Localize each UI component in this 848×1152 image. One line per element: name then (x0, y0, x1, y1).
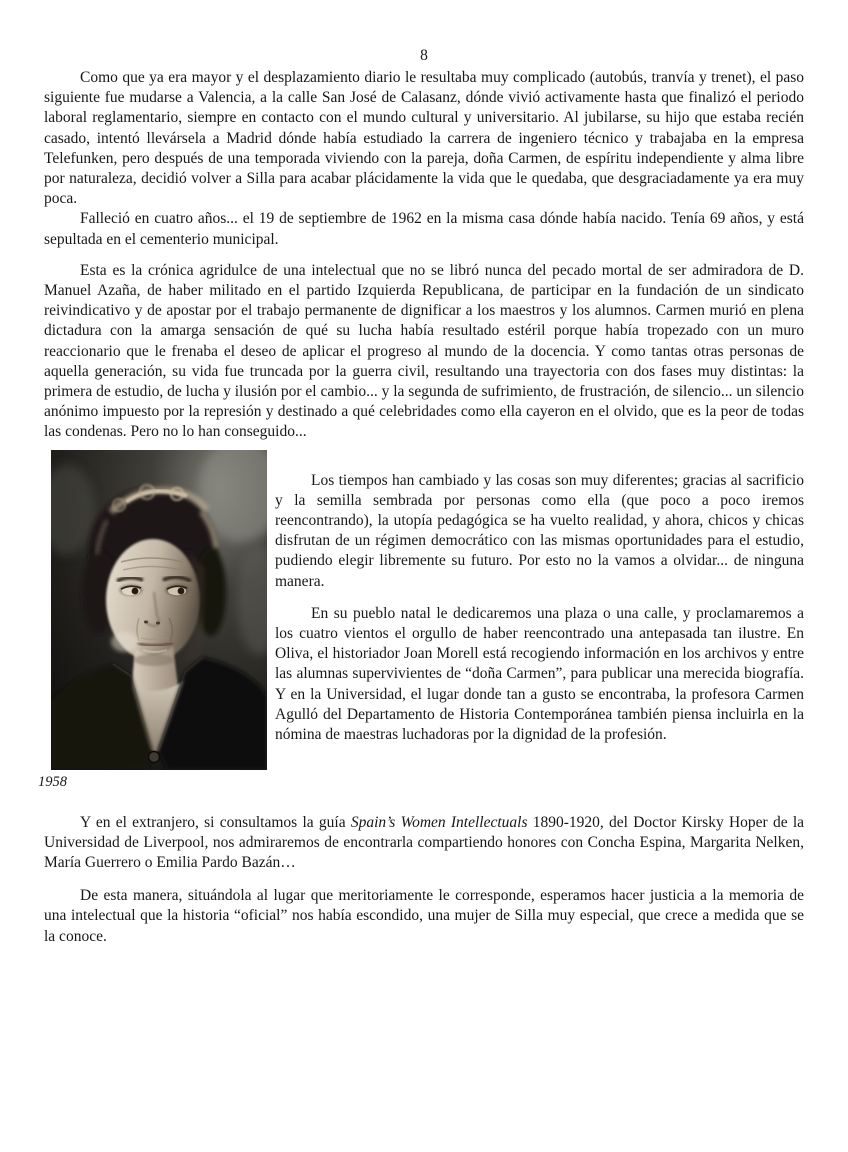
paragraph-foreign-guide (44, 813, 804, 874)
photo-text-row (38, 450, 804, 791)
portrait-photo-svg (51, 450, 267, 770)
page-number: 8 (420, 47, 428, 64)
book-title: Spain’s Women Intellectuals (350, 813, 528, 831)
paragraph-closing: De esta manera, situándola al lugar que meritoriamente le corresponde, esperamos hacer justicia a la memoria de una intelectual que la historia “oficial” nos había escondido, una mujer de Silla muy especial, que crece a medida que se la conoce. (44, 887, 804, 945)
paragraph-tributes: En su pueblo natal le dedicaremos una plaza o una calle, y proclamaremos a los cuatro vientos el orgullo de haber reencontrado una antepasada tan ilustre. En Oliva, el historiador Joan Morell está recogiendo información en los archivos y entre las alumnas supervivientes de “doña Carmen”, para publicar una merecida biografía. Y en la Universidad, el lugar donde tan a gusto se encontraba, la profesora Carmen Agulló del Departamento de Historia Contemporánea también piensa incluirla en la nómina de maestras luchadoras por la dignidad de la profesión. (275, 604, 804, 744)
photo-column (38, 450, 267, 791)
paragraph-move-to-valencia: Como que ya era mayor y el desplazamiento diario le resultaba muy complicado (autobús, tranvía y trenet), el paso siguiente fue mudarse a Valencia, a la calle San José de Calasanz, dónde vivió activamente hasta que finalizó el periodo laboral reglamentario, siempre en contacto con el mundo cultural y universitario. Al jubilarse, su hijo que estaba recién casado, intentó llevársela a Madrid dónde había estudiado la carrera de ingeniero técnico y trabajaba en la empresa Telefunken, pero después de una temporada viviendo con la pareja, doña Carmen, de espíritu independiente y alma libre por naturaleza, decidió volver a Silla para acabar plácidamente la vida que le quedaba, que desgraciadamente ya era muy poca. (44, 69, 804, 208)
foreign-guide-text-after: 1890-1920, del Doctor Kirsky Hoper de la Universidad de Liverpool, nos admiraremos de encontrarla compartiendo honores con Concha Espina, Margarita Nelken, María Guerrero o Emilia Pardo Bazán… (44, 813, 805, 872)
portrait-photo (51, 450, 267, 770)
paragraph-times-changed: Los tiempos han cambiado y las cosas son muy diferentes; gracias al sacrificio y la semilla sembrada por personas como ella (que poco a poco iremos reencontrando), la utopía pedagógica se ha vuelto realidad, y ahora, chicos y chicas disfrutan de un régimen democrático con las mismas oportunidades para el estudio, pudiendo elegir libremente su futuro. Por esto no la vamos a olvidar... de ninguna manera. (275, 471, 804, 590)
photo-caption: 1958 (38, 773, 67, 790)
paragraph-death: Falleció en cuatro años... el 19 de septiembre de 1962 en la misma casa dónde había nacido. Tenía 69 años, y está sepultada en el cementerio municipal. (44, 210, 804, 248)
foreign-guide-text-before: Y en el extranjero, si consultamos la guía (80, 813, 351, 831)
paragraph-chronicle: Esta es la crónica agridulce de una intelectual que no se libró nunca del pecado mortal de ser admiradora de D. Manuel Azaña, de haber militado en el partido Izquierda Republicana, de participar en la fundación de un sindicato reivindicativo y de apostar por el trabajo permanente de dignificar a los maestros y los alumnos. Carmen murió en plena dictadura con la amarga sensación de qué su lucha había resultado estéril porque había tropezado con un muro reaccionario que le frenaba el deseo de aplicar el progreso al mundo de la docencia. Y como tantas otras personas de aquella generación, su vida fue truncada por la guerra civil, resultando una trayectoria con dos fases muy distintas: la primera de estudio, de lucha y ilusión por el cambio... y la segunda de sufrimiento, de frustración, de silencio... un silencio anónimo impuesto por la represión y destinado a qué celebridades como ella cayeron en el olvido, que es la peor de todas las condenas. Pero no lo han conseguido... (44, 261, 804, 441)
photo-side-text-column (275, 450, 804, 746)
